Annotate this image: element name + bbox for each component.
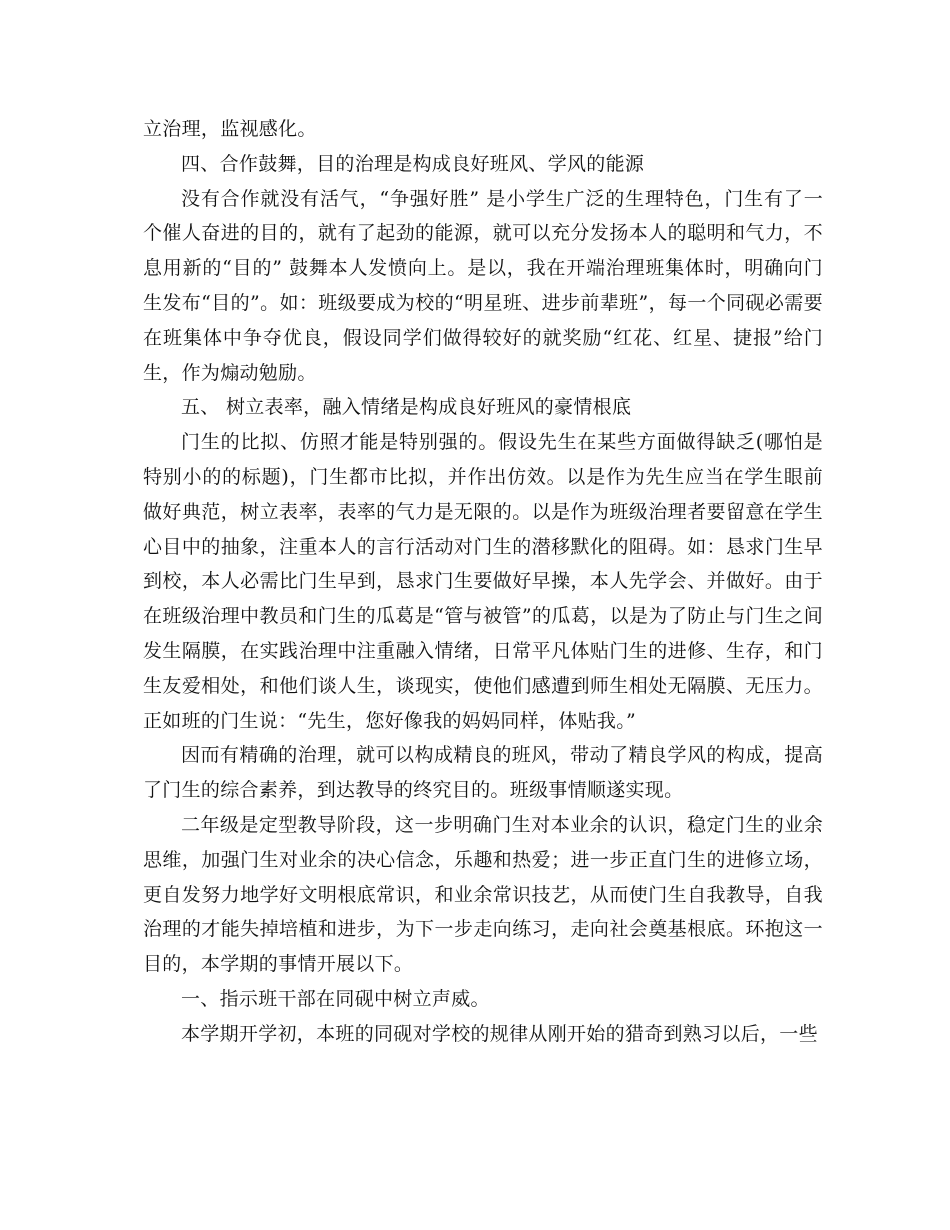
section-heading-1: 一、指示班干部在同砚中树立声威。 (181, 987, 490, 1010)
paragraph: 本学期开学初，本班的同砚对学校的规律从刚开始的猎奇到熟习以后，一些 (181, 1022, 818, 1045)
section-heading-4: 四、合作鼓舞，目的治理是构成良好班风、学风的能源 (181, 152, 645, 175)
paragraph: 二年级是定型教导阶段，这一步明确门生对本业余的认识，稳定门生的业余思维，加强门生对业余的决心信念，乐趣和热爱；进一步正直门生的进修立场，更自发努力地学好文明根底常识，和业余常识技艺，从而使门生自我教导，自我治理的才能失掉培植和进步，为下一步走向练习，走向社会奠基根底。环抱这一目的，本学期的事情开展以下。 (143, 813, 823, 976)
paragraph: 没有合作就没有活气，“争强好胜” 是小学生广泛的生理特色，门生有了一个催人奋进的目的，就有了起劲的能源，就可以充分发扬本人的聪明和气力，不息用新的“目的” 鼓舞本人发愤向上。是以，我在开端治理班集体时，明确向门生发布“目的”。如：班级要成为校的“明星班、进步前辈班”，每一个同砚必需要在班集体中争夺优良，假设同学们做得较好的就奖励“红花、红星、捷报”给门生，作为煽动勉励。 (143, 187, 823, 384)
paragraph: 门生的比拟、仿照才能是特别强的。假设先生在某些方面做得缺乏(哪怕是特别小的的标题)，门生都市比拟，并作出仿效。以是作为先生应当在学生眼前做好典范，树立表率，表率的气力是无限的。以是作为班级治理者要留意在学生心目中的抽象，注重本人的言行活动对门生的潜移默化的阻碍。如：恳求门生早到校，本人必需比门生早到，恳求门生要做好早操，本人先学会、并做好。由于在班级治理中教员和门生的瓜葛是“管与被管”的瓜葛，以是为了防止与门生之间发生隔膜，在实践治理中注重融入情绪，日常平凡体贴门生的进修、生存，和门生友爱相处，和他们谈人生，谈现实，使他们感遭到师生相处无隔膜、无压力。正如班的门生说：“先生，您好像我的妈妈同样，体贴我。” (143, 431, 823, 732)
section-heading-5: 五、 树立表率，融入情绪是构成良好班风的豪情根底 (181, 396, 632, 419)
paragraph: 因而有精确的治理，就可以构成精良的班风，带动了精良学风的构成，提高了门生的综合素养，到达教导的终究目的。班级事情顺遂实现。 (143, 744, 823, 802)
document-body (143, 112, 823, 1052)
paragraph: 立治理，监视感化。 (143, 118, 317, 140)
